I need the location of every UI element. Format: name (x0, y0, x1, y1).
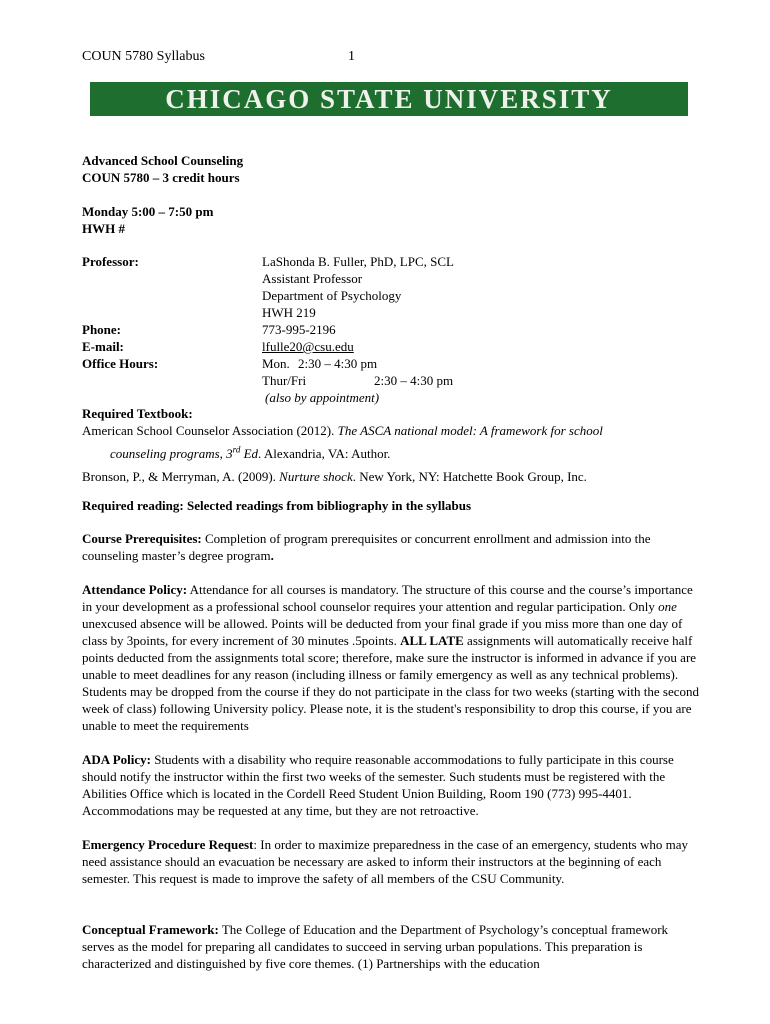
textbook-ref-1-cont: counseling programs, 3rd Ed. Alexandria, VA: Author. (110, 444, 391, 461)
professor-details (262, 253, 454, 321)
office-hours (262, 355, 562, 406)
email-link[interactable]: lfulle20@csu.edu (262, 339, 354, 354)
hours-day-2: Thur/Fri (262, 373, 307, 388)
course-title: Advanced School Counseling (82, 153, 244, 168)
course-info (82, 152, 702, 186)
framework-label: Conceptual Framework: (82, 922, 219, 937)
prerequisites-label: Course Prerequisites: (82, 531, 202, 546)
office-hours-label: Office Hours: (82, 356, 159, 371)
framework-section: Conceptual Framework: The College of Education and the Department of Psychology’s conceptual framework serves as the model for preparing all candidates to succeed in serving urban populations. This preparation is characterized and distinguished by five core themes. (1) Partnerships with the education (82, 922, 669, 971)
meeting-room: HWH # (82, 221, 125, 236)
email-label: E-mail: (82, 339, 124, 354)
university-logo-text: CHICAGO STATE UNIVERSITY (165, 83, 613, 114)
hours-day-1: Mon. (262, 356, 290, 371)
professor-department: Department of Psychology (262, 288, 402, 303)
textbook-heading: Required Textbook: (82, 406, 193, 421)
emergency-section: Emergency Procedure Request: In order to maximize preparedness in the case of an emergency, students who may need assistance should an evacuation be necessary are asked to inform their instructors at the beginning of each semester. This request is made to improve the safety of all members of the CSU Community. (82, 837, 689, 886)
professor-label: Professor: (82, 254, 139, 269)
prerequisites-section: Course Prerequisites: Completion of program prerequisites or concurrent enrollment and admission into the counseling master’s degree program. (82, 531, 651, 563)
course-schedule (82, 203, 702, 237)
ada-label: ADA Policy: (82, 752, 151, 767)
emergency-label: Emergency Procedure Request (82, 837, 254, 852)
course-code: COUN 5780 – 3 credit hours (82, 170, 240, 185)
professor-title: Assistant Professor (262, 271, 363, 286)
running-header: COUN 5780 Syllabus (82, 49, 205, 64)
phone-label: Phone: (82, 322, 121, 337)
professor-office: HWH 219 (262, 305, 316, 320)
meeting-time: Monday 5:00 – 7:50 pm (82, 204, 214, 219)
textbook-ref-2: Bronson, P., & Merryman, A. (2009). Nurture shock. New York, NY: Hatchette Book Group, Inc. (82, 469, 587, 484)
professor-name: LaShonda B. Fuller, PhD, LPC, SCL (262, 254, 454, 269)
university-logo-banner (90, 82, 688, 116)
hours-time-2: 2:30 – 4:30 pm (374, 373, 454, 388)
ada-section: ADA Policy: Students with a disability who require reasonable accommodations to fully participate in this course should notify the instructor within the first two weeks of the semester. Such students must be registered with the Abilities Office which is located in the Cordell Reed Student Union Building, Room 190 (773) 995-4401. Accommodations may be requested at any time, but they are not retroactive. (82, 752, 674, 818)
textbook-ref-1: American School Counselor Association (2012). The ASCA national model: A framework for school (82, 423, 603, 438)
required-reading: Required reading: Selected readings from bibliography in the syllabus (82, 498, 472, 513)
textbook-section (82, 405, 702, 485)
hours-time-1: 2:30 – 4:30 pm (298, 356, 378, 371)
prerequisites-text: Completion of program prerequisites or concurrent enrollment and admission into the counseling master’s degree program (82, 531, 651, 563)
attendance-section: Attendance Policy: Attendance for all courses is mandatory. The structure of this course and the course’s importance in your development as a professional school counselor requires your attention and regular participation. Only one unexcused absence will be allowed. Points will be deducted from your final grade if you miss more than one day of class by 3points, for every increment of 30 minutes .5points. ALL LATE assignments will automatically receive half points deducted from the assignments total score; therefore, make sure the instructor is informed in advance if you are unable to meet deadlines for any reason (including illness or family emergency as well as any technical problems). Students may be dropped from the course if they do not participate in the class for two weeks (starting with the second week of class) following University policy. Please note, it is the student's responsibility to drop this course, if you are unable to meet the requirements (82, 582, 699, 733)
phone-value: 773-995-2196 (262, 322, 336, 337)
page-number: 1 (348, 49, 355, 64)
hours-note: (also by appointment) (265, 390, 380, 405)
attendance-label: Attendance Policy: (82, 582, 188, 597)
